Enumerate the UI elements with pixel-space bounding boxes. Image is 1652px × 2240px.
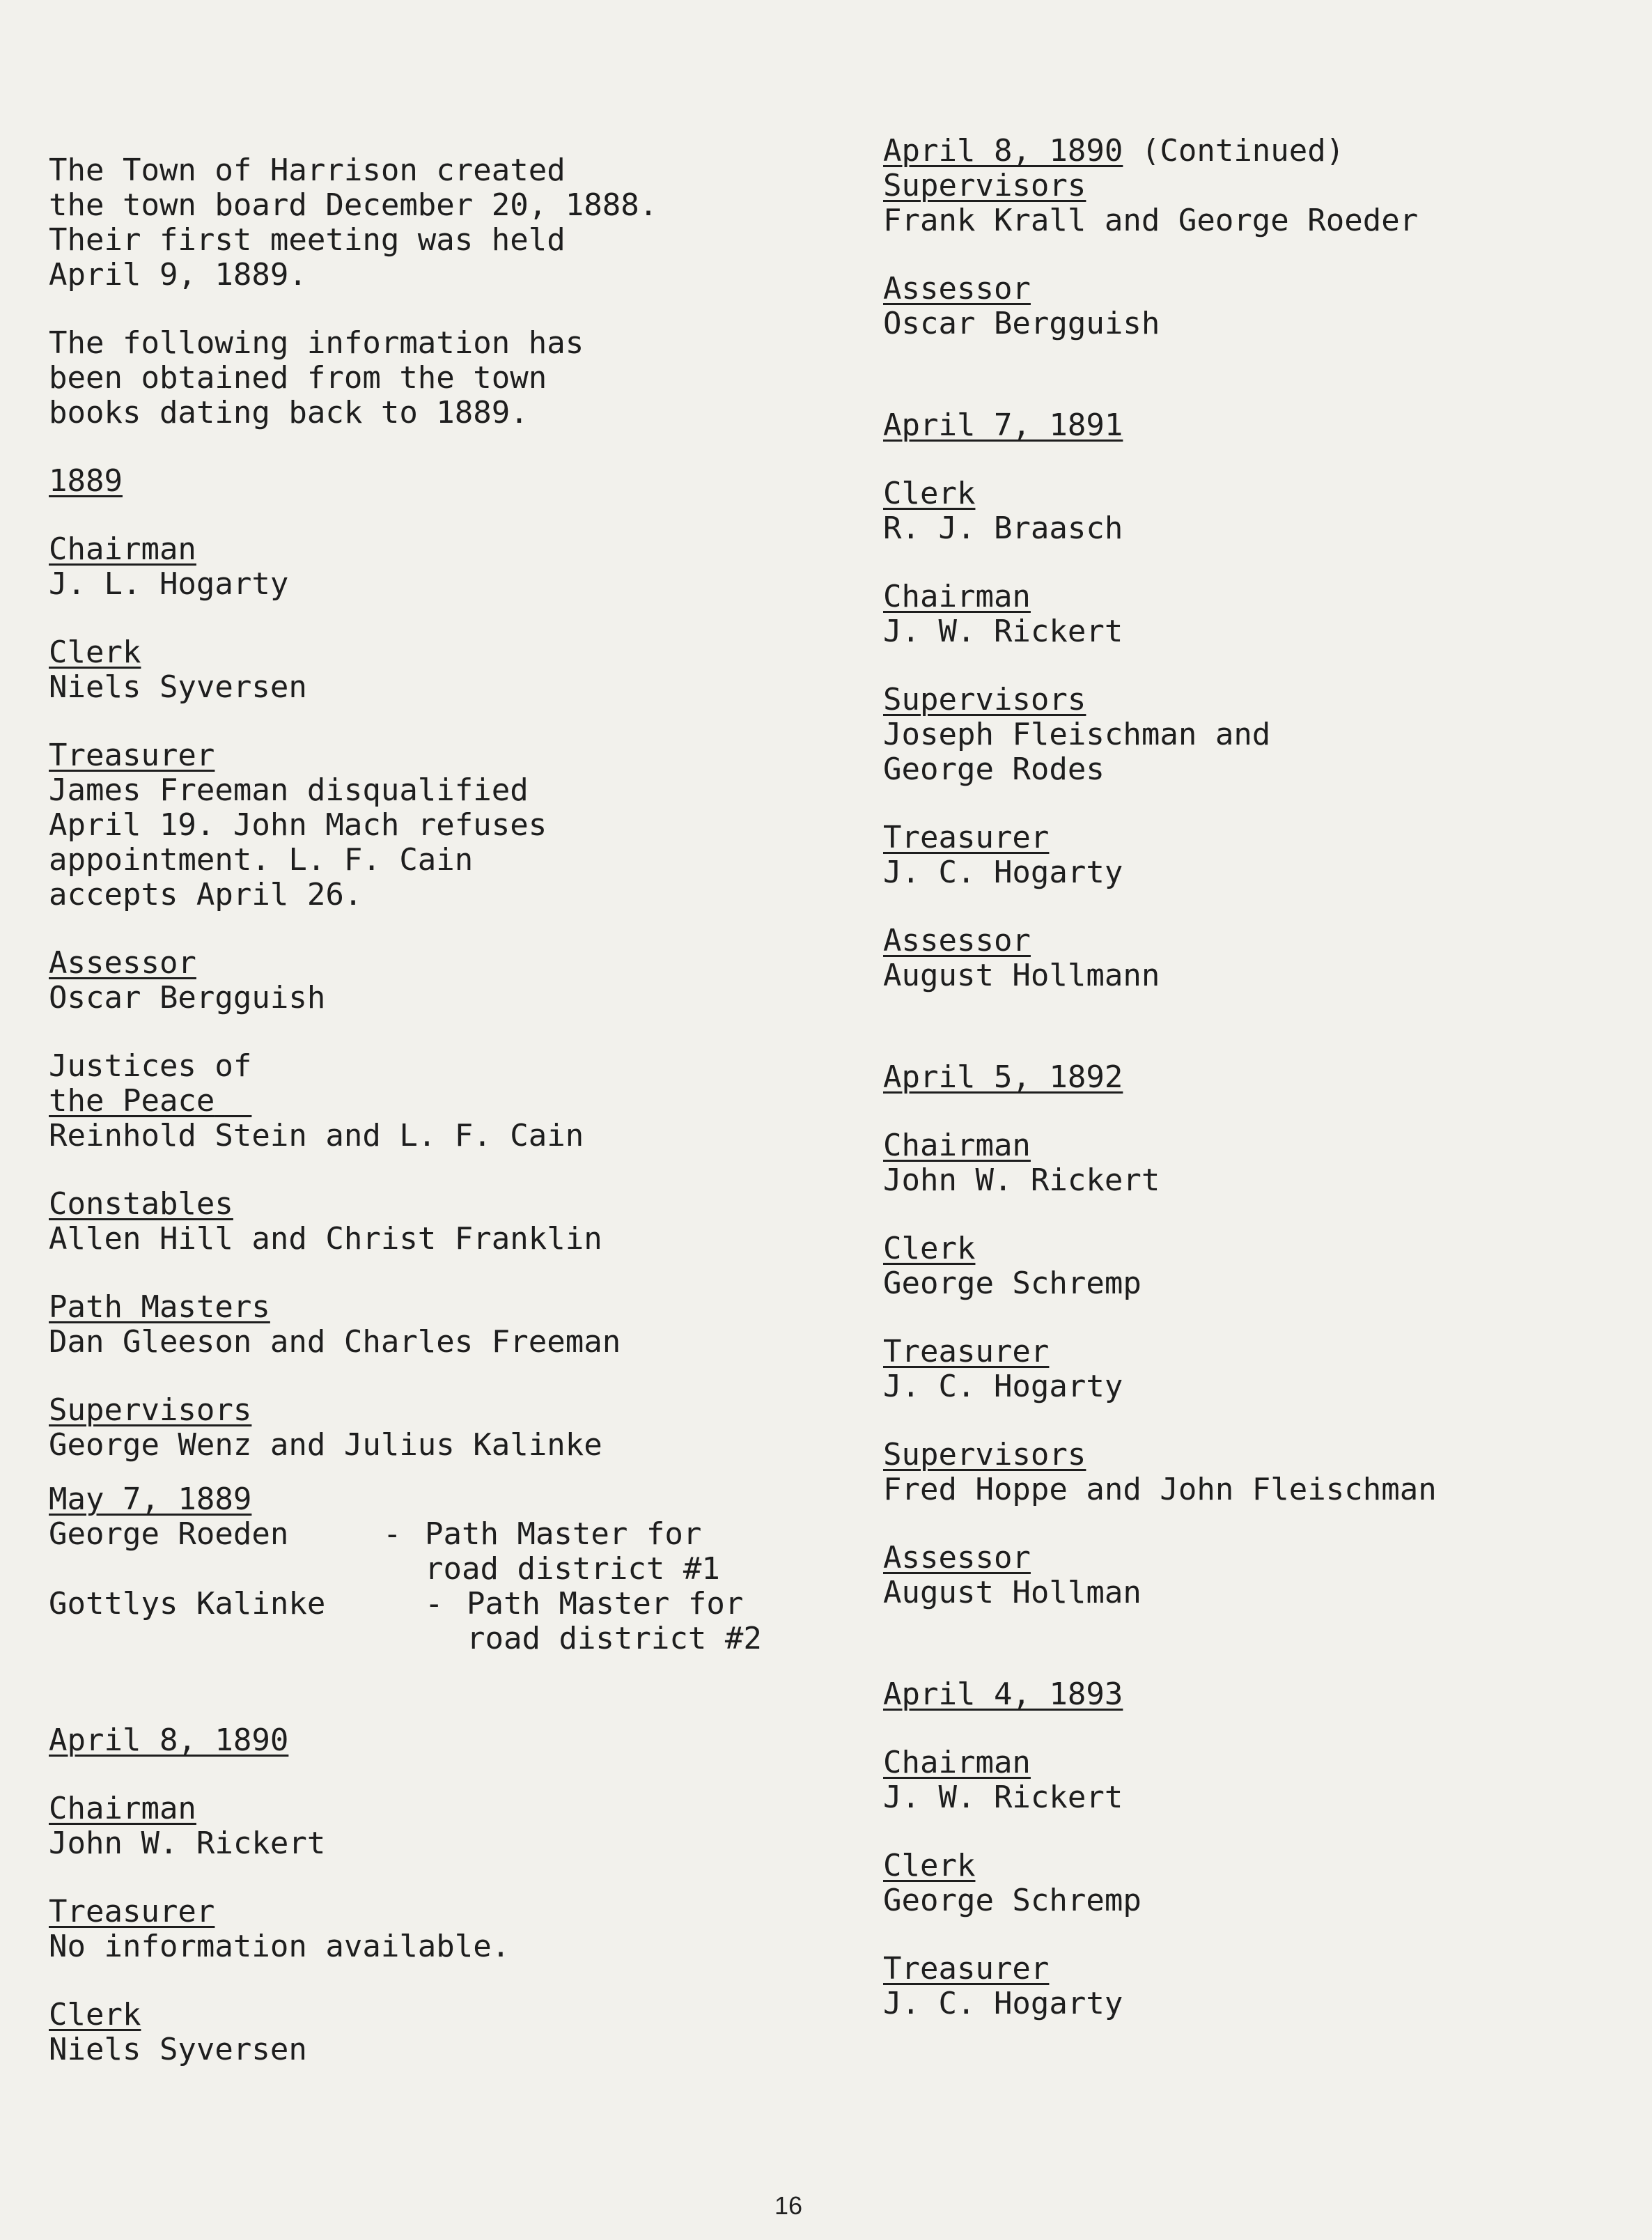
left-column — [49, 153, 815, 2101]
value-supervisors: Frank Krall and George Roeder — [883, 203, 1419, 238]
section-heading-1889: 1889 — [49, 463, 123, 499]
value-supervisors: Fred Hoppe and John Fleischman — [883, 1472, 1437, 1507]
label-assessor: Assessor — [883, 923, 1031, 958]
value-chairman: John W. Rickert — [883, 1162, 1160, 1198]
value-supervisors: George Wenz and Julius Kalinke — [49, 1427, 602, 1463]
label-chairman: Chairman — [883, 1128, 1031, 1163]
label-supervisors: Supervisors — [883, 682, 1086, 717]
value-assessor: Oscar Bergguish — [49, 980, 326, 1016]
appointee-name: George Roeden — [49, 1516, 289, 1552]
entry-chairman-1892 — [883, 1128, 1621, 1198]
label-assessor: Assessor — [49, 945, 196, 981]
value-treasurer: James Freeman disqualified April 19. John Mach refuses appointment. L. F. Cain accepts April 26. — [49, 772, 547, 912]
intro-paragraph-2: The following information has been obtained from the town books dating back to 1889. — [49, 325, 584, 430]
entry-clerk-1893 — [883, 1849, 1621, 1918]
value-assessor: Oscar Bergguish — [883, 306, 1160, 341]
label-justices-line1: Justices of — [49, 1048, 252, 1084]
label-clerk: Clerk — [49, 1997, 141, 2032]
label-chairman: Chairman — [49, 1791, 196, 1826]
entry-path-masters-1889 — [49, 1290, 815, 1360]
label-supervisors: Supervisors — [883, 1437, 1086, 1472]
entry-justices-1889 — [49, 1049, 815, 1153]
entry-chairman-1891 — [883, 580, 1621, 649]
label-treasurer: Treasurer — [49, 1894, 215, 1929]
label-assessor: Assessor — [883, 1540, 1031, 1576]
value-chairman: J. W. Rickert — [883, 614, 1123, 649]
entry-clerk-1891 — [883, 476, 1621, 546]
separator-dash: - — [425, 1586, 444, 1621]
entry-assessor-1890 — [883, 272, 1621, 341]
label-clerk: Clerk — [49, 635, 141, 670]
value-treasurer: No information available. — [49, 1929, 511, 1964]
value-treasurer: J. C. Hogarty — [883, 1369, 1123, 1404]
entry-chairman-1890 — [49, 1791, 815, 1861]
label-clerk: Clerk — [883, 1231, 976, 1266]
value-chairman: J. L. Hogarty — [49, 566, 289, 602]
value-assessor: August Hollman — [883, 1575, 1141, 1610]
entry-clerk-1890 — [49, 1998, 815, 2067]
right-column — [883, 134, 1621, 2055]
label-path-masters: Path Masters — [49, 1289, 270, 1325]
section-heading-may-1889: May 7, 1889 — [49, 1481, 252, 1517]
value-clerk: George Schremp — [883, 1883, 1141, 1918]
value-treasurer: J. C. Hogarty — [883, 855, 1123, 890]
value-justices: Reinhold Stein and L. F. Cain — [49, 1118, 584, 1153]
section-heading-april-1890: April 8, 1890 — [49, 1722, 289, 1758]
entry-treasurer-1890 — [49, 1895, 815, 1964]
value-clerk: R. J. Braasch — [883, 511, 1123, 546]
appointment-row — [49, 1517, 815, 1587]
appointee-role: Path Master for road district #2 — [467, 1586, 762, 1656]
section-heading-april-1892: April 5, 1892 — [883, 1059, 1123, 1095]
label-chairman: Chairman — [883, 1745, 1031, 1780]
value-path-masters: Dan Gleeson and Charles Freeman — [49, 1324, 621, 1360]
value-supervisors: Joseph Fleischman and George Rodes — [883, 717, 1271, 787]
entry-supervisors-1892 — [883, 1438, 1621, 1507]
section-heading-april-1890-continued: April 8, 1890 — [883, 133, 1123, 169]
value-clerk: Niels Syversen — [49, 669, 307, 705]
entry-supervisors-1891 — [883, 683, 1621, 787]
entry-assessor-1889 — [49, 946, 815, 1016]
entry-treasurer-1893 — [883, 1952, 1621, 2021]
page-number: 16 — [774, 2191, 803, 2220]
label-supervisors: Supervisors — [49, 1392, 252, 1428]
entry-may-1889 — [49, 1482, 815, 1656]
label-treasurer: Treasurer — [883, 820, 1050, 855]
label-chairman: Chairman — [49, 531, 196, 567]
entry-treasurer-1891 — [883, 820, 1621, 890]
label-treasurer: Treasurer — [883, 1951, 1050, 1986]
label-constables: Constables — [49, 1186, 233, 1222]
appointee-name: Gottlys Kalinke — [49, 1586, 326, 1621]
entry-treasurer-1892 — [883, 1335, 1621, 1404]
label-supervisors: Supervisors — [883, 168, 1086, 203]
entry-april-1890-continued — [883, 134, 1621, 238]
value-clerk: George Schremp — [883, 1266, 1141, 1301]
value-chairman: John W. Rickert — [49, 1826, 326, 1861]
entry-assessor-1892 — [883, 1541, 1621, 1610]
entry-chairman-1893 — [883, 1745, 1621, 1815]
value-clerk: Niels Syversen — [49, 2032, 307, 2067]
intro-paragraph-1: The Town of Harrison created the town board December 20, 1888. Their first meeting was held April 9, 1889. — [49, 153, 658, 293]
value-assessor: August Hollmann — [883, 958, 1160, 993]
label-clerk: Clerk — [883, 476, 976, 511]
continued-note: (Continued) — [1123, 133, 1345, 169]
entry-chairman-1889 — [49, 532, 815, 602]
label-justices-line2: the Peace — [49, 1083, 215, 1119]
appointee-role: Path Master for road district #1 — [425, 1516, 720, 1587]
section-heading-april-1893: April 4, 1893 — [883, 1677, 1123, 1712]
appointment-row — [49, 1587, 815, 1656]
entry-clerk-1889 — [49, 635, 815, 705]
value-chairman: J. W. Rickert — [883, 1780, 1123, 1815]
label-clerk: Clerk — [883, 1848, 976, 1883]
entry-constables-1889 — [49, 1187, 815, 1257]
label-assessor: Assessor — [883, 271, 1031, 306]
label-treasurer: Treasurer — [883, 1334, 1050, 1369]
value-treasurer: J. C. Hogarty — [883, 1986, 1123, 2021]
entry-assessor-1891 — [883, 924, 1621, 993]
entry-clerk-1892 — [883, 1231, 1621, 1301]
label-treasurer: Treasurer — [49, 738, 215, 773]
separator-dash: - — [383, 1516, 402, 1552]
label-chairman: Chairman — [883, 579, 1031, 614]
section-heading-april-1891: April 7, 1891 — [883, 407, 1123, 443]
entry-supervisors-1889 — [49, 1393, 815, 1463]
value-constables: Allen Hill and Christ Franklin — [49, 1221, 602, 1257]
entry-treasurer-1889 — [49, 738, 815, 912]
